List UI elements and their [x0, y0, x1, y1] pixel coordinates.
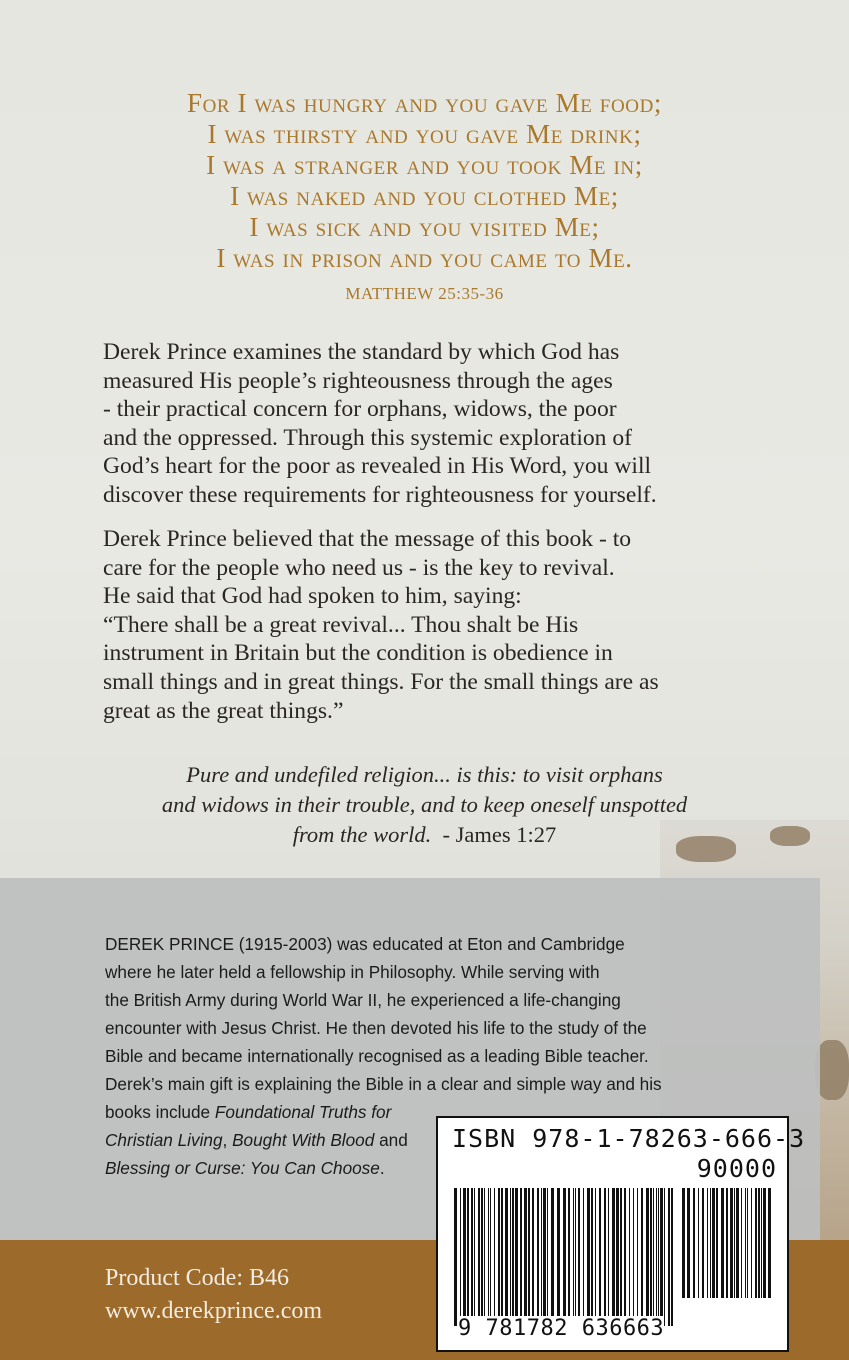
- barcode-stripe: [498, 1188, 500, 1326]
- ean-number: 9 781782 636663: [458, 1316, 665, 1341]
- barcode-stripe: [660, 1188, 663, 1326]
- barcode-stripe: [761, 1188, 762, 1298]
- barcode-stripe: [568, 1188, 570, 1326]
- barcode-stripe: [716, 1188, 718, 1298]
- separator: and: [374, 1130, 408, 1150]
- barcode-stripe: [687, 1188, 690, 1298]
- book-title: Bought With Blood: [232, 1130, 375, 1150]
- barcode-stripe: [633, 1188, 634, 1326]
- barcode-stripe: [641, 1188, 643, 1326]
- barcode-stripe: [524, 1188, 527, 1326]
- text-line: Derek Prince believed that the message of this book - to: [103, 526, 632, 552]
- barcode-stripe: [484, 1188, 485, 1326]
- bio-line: encounter with Jesus Christ. He then devoted his life to the study of the: [105, 1018, 647, 1038]
- text-line: instrument in Britain but the condition is obedience in: [103, 640, 613, 667]
- barcode-stripe: [471, 1188, 473, 1326]
- barcode-stripe: [478, 1188, 480, 1326]
- bio-line: the British Army during World War II, he experienced a life-changing: [105, 990, 621, 1010]
- barcode-stripe: [481, 1188, 483, 1326]
- verse-line: I was in prison and you came to Me.: [216, 243, 633, 273]
- barcode-stripe: [583, 1188, 584, 1326]
- barcode-stripe: [730, 1188, 733, 1298]
- text-line: God’s heart for the poor as revealed in His Word, you will: [103, 453, 652, 480]
- verse-line: I was a stranger and you took Me in;: [206, 150, 643, 180]
- barcode-stripe: [557, 1188, 560, 1326]
- barcode-stripe: [612, 1188, 615, 1326]
- verse-line: I was sick and you visited Me;: [249, 212, 600, 242]
- description-paragraph-1: [103, 338, 753, 510]
- barcode-stripe: [467, 1188, 469, 1326]
- ean-barcode: [454, 1188, 674, 1326]
- barcode-stripe: [608, 1188, 609, 1326]
- barcode-stripe: [474, 1188, 475, 1326]
- barcode-stripe: [751, 1188, 752, 1298]
- barcode-stripe: [624, 1188, 626, 1326]
- barcode-stripe: [710, 1188, 711, 1298]
- separator: .: [379, 1158, 385, 1178]
- barcode-stripe: [698, 1188, 699, 1298]
- barcode-stripe: [595, 1188, 596, 1326]
- barcode-stripe: [656, 1188, 657, 1326]
- barcode-stripe: [734, 1188, 735, 1298]
- barcode-stripe: [745, 1188, 746, 1298]
- barcode-stripe: [604, 1188, 606, 1326]
- bio-line: where he later held a fellowship in Philosophy. While serving with: [105, 962, 600, 982]
- barcode-stripe: [637, 1188, 638, 1326]
- barcode-stripe: [573, 1188, 574, 1326]
- barcode-stripe: [494, 1188, 495, 1326]
- isbn-label: ISBN 978-1-78263-666-3: [452, 1124, 806, 1153]
- text-line: Derek Prince examines the standard by which God has: [103, 339, 620, 365]
- barcode-stripe: [510, 1188, 511, 1326]
- barcode-stripe: [646, 1188, 649, 1326]
- barcode-stripe: [721, 1188, 724, 1298]
- scripture-verse: [0, 88, 849, 274]
- barcode-stripe: [702, 1188, 704, 1298]
- book-title: Christian Living: [105, 1130, 223, 1150]
- quote-line: from the world.: [292, 822, 432, 847]
- barcode-stripe: [726, 1188, 728, 1298]
- barcode-stripe: [501, 1188, 503, 1326]
- barcode-stripe: [463, 1188, 466, 1326]
- barcode-stripe: [578, 1188, 580, 1326]
- barcode-stripe: [664, 1188, 665, 1326]
- barcode-stripe: [768, 1188, 771, 1298]
- book-title: Blessing or Curse: You Can Choose: [105, 1158, 380, 1178]
- text-line: great as the great things.”: [103, 697, 344, 724]
- barcode-stripe: [650, 1188, 652, 1326]
- verse-reference: MATTHEW 25:35-36: [345, 284, 504, 303]
- addon-barcode: [682, 1188, 777, 1298]
- james-quote: [0, 760, 849, 850]
- price-addon-number: 90000: [696, 1154, 777, 1183]
- bio-line: DEREK PRINCE (1915-2003) was educated at Eton and Cambridge: [105, 934, 625, 954]
- quote-reference: - James 1:27: [431, 822, 557, 847]
- barcode-stripe: [551, 1188, 554, 1326]
- barcode-stripe: [532, 1188, 534, 1326]
- barcode-stripe: [671, 1188, 673, 1326]
- barcode-stripe: [587, 1188, 590, 1326]
- barcode-stripe: [488, 1188, 489, 1326]
- barcode-stripe: [528, 1188, 530, 1326]
- barcode-stripe: [707, 1188, 708, 1298]
- quote-line: and widows in their trouble, and to keep oneself unspotted: [161, 792, 688, 817]
- barcode-stripe: [741, 1188, 742, 1298]
- barcode-stripe: [505, 1188, 508, 1326]
- barcode-stripe: [537, 1188, 539, 1326]
- bio-line: Derek’s main gift is explaining the Bible in a clear and simple way and his: [105, 1074, 662, 1094]
- text-line: care for the people who need us - is the key to revival.: [103, 554, 615, 581]
- barcode-stripe: [591, 1188, 593, 1326]
- barcode-stripe: [460, 1188, 461, 1326]
- barcode-stripe: [658, 1188, 659, 1326]
- barcode-stripe: [616, 1188, 619, 1326]
- bio-line: books include: [105, 1102, 215, 1122]
- paint-chip: [815, 1040, 849, 1100]
- barcode-stripe: [599, 1188, 601, 1326]
- barcode-stripe: [490, 1188, 491, 1326]
- website-link[interactable]: www.derekprince.com: [105, 1298, 323, 1324]
- book-title: Foundational Truths for: [214, 1102, 392, 1122]
- description-paragraph-2: [103, 525, 753, 725]
- barcode-stripe: [575, 1188, 576, 1326]
- verse-line: I was thirsty and you gave Me drink;: [207, 119, 642, 149]
- barcode-stripe: [755, 1188, 757, 1298]
- barcode-stripe: [758, 1188, 760, 1298]
- product-info: [105, 1262, 322, 1328]
- barcode-stripe: [543, 1188, 546, 1326]
- text-line: He said that God had spoken to him, saying:: [103, 583, 522, 610]
- text-line: discover these requirements for righteousness for yourself.: [103, 481, 657, 508]
- text-line: - their practical concern for orphans, widows, the poor: [103, 396, 617, 423]
- separator: ,: [222, 1130, 233, 1150]
- barcode-stripe: [515, 1188, 518, 1326]
- barcode-stripe: [454, 1188, 457, 1326]
- barcode-stripe: [563, 1188, 566, 1326]
- product-code: Product Code: B46: [105, 1265, 289, 1291]
- barcode-stripe: [512, 1188, 514, 1326]
- barcode-stripe: [712, 1188, 715, 1298]
- barcode-stripe: [763, 1188, 766, 1298]
- text-line: and the oppressed. Through this systemic exploration of: [103, 424, 633, 451]
- barcode-stripe: [620, 1188, 622, 1326]
- barcode-stripe: [520, 1188, 522, 1326]
- barcode-stripe: [547, 1188, 548, 1326]
- barcode-box: [436, 1116, 806, 1352]
- barcode-stripe: [541, 1188, 542, 1326]
- quote-line: Pure and undefiled religion... is this: to visit orphans: [186, 762, 663, 787]
- text-line: measured His people’s righteousness through the ages: [103, 367, 613, 394]
- text-line: small things and in great things. For the small things are as: [103, 668, 659, 695]
- barcode-stripe: [747, 1188, 748, 1298]
- barcode-stripe: [668, 1188, 670, 1326]
- barcode-stripe: [629, 1188, 630, 1326]
- verse-line: I was naked and you clothed Me;: [230, 181, 619, 211]
- barcode-stripe: [682, 1188, 685, 1298]
- barcode-stripe: [693, 1188, 695, 1298]
- barcode-stripe: [653, 1188, 654, 1326]
- verse-line: For I was hungry and you gave Me food;: [186, 88, 663, 118]
- bio-line: Bible and became internationally recognised as a leading Bible teacher.: [105, 1046, 649, 1066]
- text-line: “There shall be a great revival... Thou shalt be His: [103, 611, 579, 638]
- barcode-stripe: [736, 1188, 739, 1298]
